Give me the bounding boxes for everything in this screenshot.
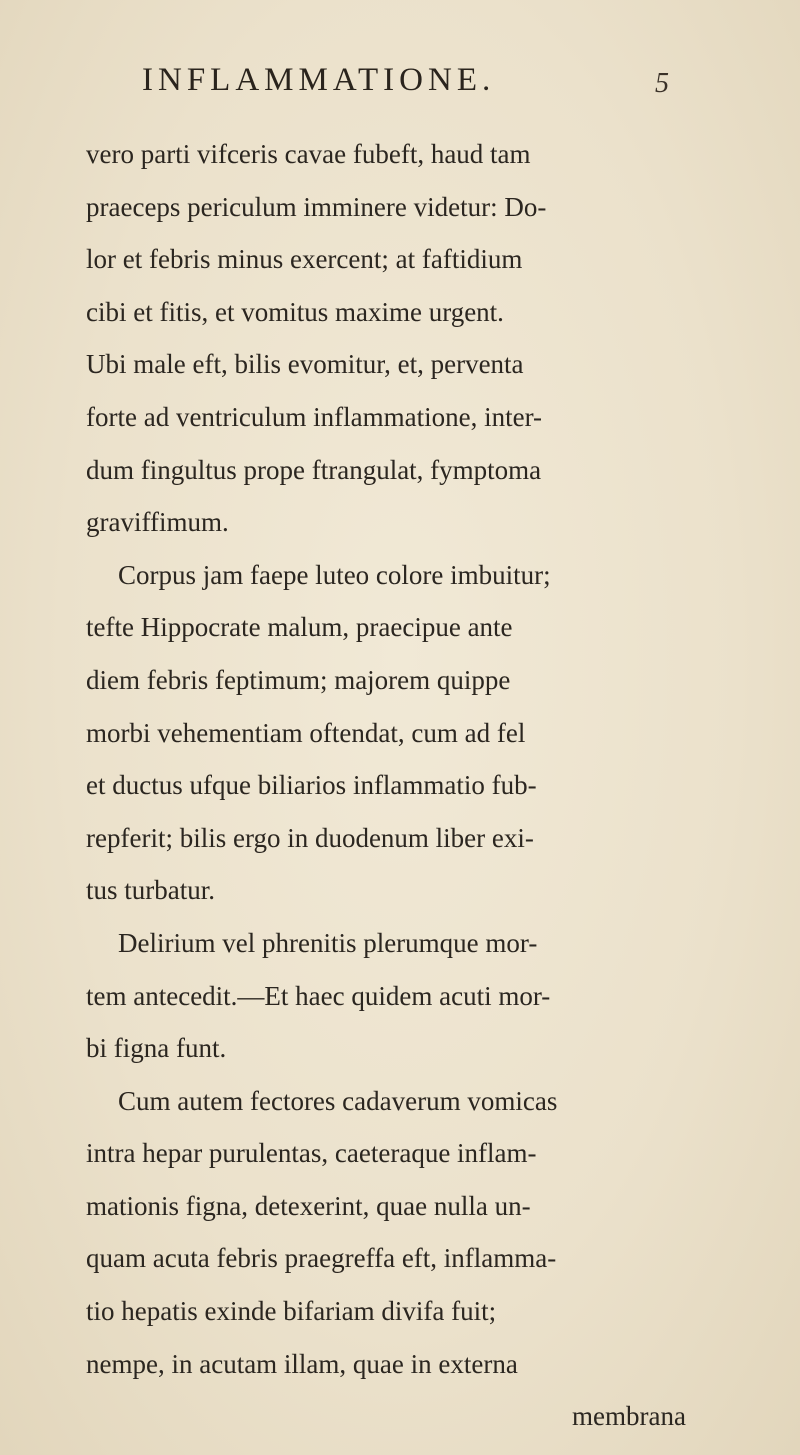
text-line: praeceps periculum imminere videtur: Do-: [86, 191, 547, 222]
running-head: INFLAMMATIONE.: [142, 62, 496, 98]
text-line: tio hepatis exinde bifariam divifa fuit;: [86, 1296, 497, 1327]
text-line: forte ad ventriculum inflammatione, inter-: [86, 401, 543, 432]
text-line: Ubi male eft, bilis evomitur, et, perventa: [86, 349, 524, 380]
text-line: bi figna funt.: [86, 1033, 227, 1064]
page-number: 5: [655, 68, 669, 99]
text-line: vero parti vifceris cavae fubeft, haud tam: [86, 139, 531, 169]
text-line: tus turbatur.: [86, 875, 215, 906]
text-line: nempe, in acutam illam, quae in externa: [86, 1348, 518, 1379]
text-line: diem febris feptimum; majorem quippe: [86, 664, 511, 695]
text-line: tefte Hippocrate malum, praecipue ante: [86, 612, 513, 643]
text-line: Corpus jam faepe luteo colore imbuitur;: [118, 559, 551, 590]
text-line: morbi vehementiam oftendat, cum ad fel: [86, 717, 526, 748]
text-line: quam acuta febris praegreffa eft, inflamma-: [86, 1243, 557, 1274]
text-line: intra hepar purulentas, caeteraque inflam-: [86, 1138, 537, 1169]
text-line: Cum autem fectores cadaverum vomicas: [118, 1085, 558, 1116]
page-header: [0, 62, 800, 112]
text-line: cibi et fitis, et vomitus maxime urgent.: [86, 296, 504, 327]
body-text: [86, 128, 686, 1443]
text-line: Delirium vel phrenitis plerumque mor-: [118, 927, 538, 958]
text-line: repferit; bilis ergo in duodenum liber exi-: [86, 822, 534, 853]
text-line: graviffimum.: [86, 507, 229, 538]
text-line: et ductus ufque biliarios inflammatio fub-: [86, 770, 537, 801]
text-line: lor et febris minus exercent; at faftidium: [86, 244, 523, 275]
text-line: tem antecedit.—Et haec quidem acuti mor-: [86, 980, 551, 1011]
text-line: dum fingultus prope ftrangulat, fymptoma: [86, 454, 542, 485]
text-line: mationis figna, detexerint, quae nulla un-: [86, 1190, 531, 1221]
catchword: membrana: [572, 1401, 686, 1432]
